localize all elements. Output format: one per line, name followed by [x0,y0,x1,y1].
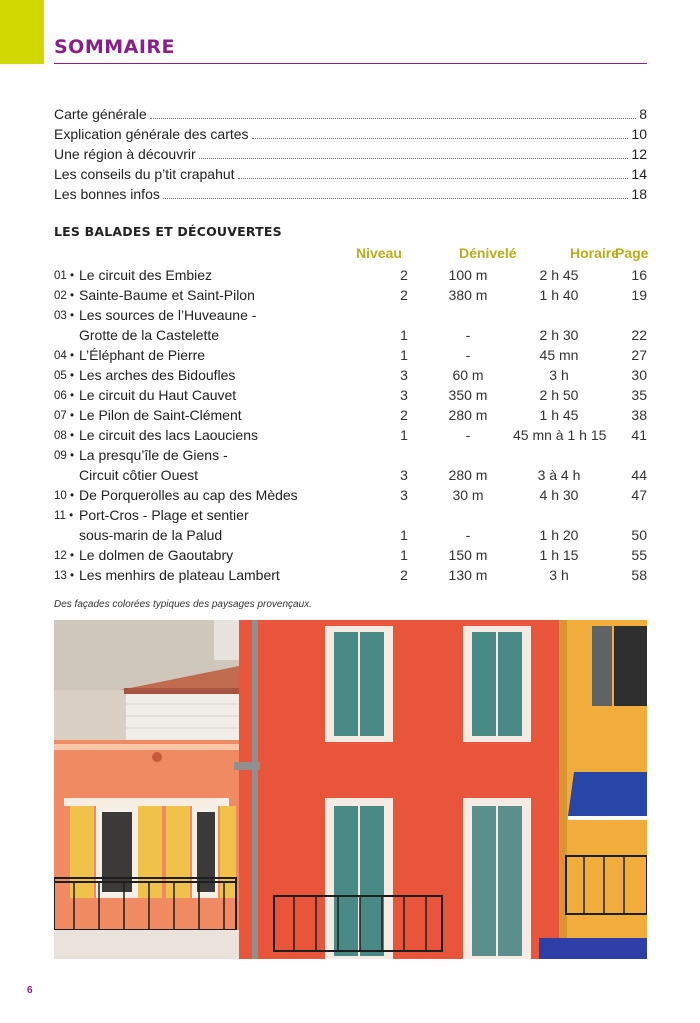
hike-niveau: 1 [400,327,408,343]
hike-page: 41 [631,427,647,443]
column-header-niveau: Niveau [356,245,402,261]
hike-number: 12 • [54,550,75,562]
hike-number: 08 • [54,430,75,442]
hike-denivele: 150 m [448,547,488,563]
hike-page: 44 [631,467,647,483]
hike-name: Le dolmen de Gaoutabry [79,547,234,563]
toc-leader [252,138,629,139]
toc-entry-page: 10 [631,126,647,142]
hike-row[interactable] [54,345,647,365]
hike-number: 01 • [54,270,75,282]
hike-horaire: 45 mn [539,347,579,363]
hike-name: Le circuit des lacs Laouciens [79,427,258,443]
hike-horaire: 3 h [549,567,569,583]
section-heading: LES BALADES ET DÉCOUVERTES [54,224,282,239]
hike-denivele: 100 m [448,267,488,283]
hike-row[interactable] [54,265,647,285]
hike-row[interactable] [54,285,647,305]
hike-niveau: 2 [400,567,408,583]
hike-denivele: 280 m [448,467,488,483]
hike-name: Le Pilon de Saint-Clément [79,407,242,423]
hike-name: Le circuit des Embiez [79,267,213,283]
hike-number: 02 • [54,290,75,302]
toc-entry-label: Explication générale des cartes [54,126,249,142]
hikes-table-header [54,245,647,265]
hike-denivele: 350 m [448,387,488,403]
hike-name: Port-Cros - Plage et sentier [79,507,249,523]
column-header-denivele: Dénivelé [459,245,517,261]
hike-number: 06 • [54,390,75,402]
hike-denivele: - [465,327,471,343]
hike-row[interactable] [54,425,647,445]
hike-row[interactable] [54,365,647,385]
hike-horaire: 3 h [549,367,569,383]
hike-row[interactable] [54,405,647,425]
hike-page: 47 [631,487,647,503]
toc-entry[interactable] [54,144,647,164]
hikes-table [54,245,647,585]
hike-niveau: 3 [400,367,408,383]
hike-name: Les menhirs de plateau Lambert [79,567,280,583]
hike-denivele: - [465,427,471,443]
hike-page: 58 [631,567,647,583]
hike-page: 16 [631,267,647,283]
toc-entry-label: Une région à découvrir [54,146,196,162]
hike-niveau: 2 [400,287,408,303]
accent-block [0,0,44,64]
hike-name: Les sources de l’Huveaune - [79,307,257,323]
hike-row[interactable] [54,445,647,485]
hike-horaire: 1 h 15 [539,547,579,563]
toc-entry-label: Les bonnes infos [54,186,160,202]
hike-denivele: - [465,347,471,363]
hike-name: Sainte-Baume et Saint-Pilon [79,287,255,303]
toc-entry-page: 14 [631,166,647,182]
hike-row[interactable] [54,505,647,545]
toc-leader [238,178,629,179]
hike-horaire: 4 h 30 [539,487,579,503]
hike-denivele: 280 m [448,407,488,423]
toc-entry[interactable] [54,104,647,124]
toc-entry[interactable] [54,164,647,184]
page-title: SOMMAIRE [54,36,176,58]
hike-niveau: 3 [400,387,408,403]
column-header-page: Page [615,245,649,261]
hike-number: 11 • [54,510,74,522]
hike-number: 10 • [54,490,75,502]
hike-horaire: 1 h 20 [539,527,579,543]
toc-entry-label: Carte générale [54,106,147,122]
toc-entry-page: 12 [631,146,647,162]
hike-name: Les arches des Bidoufles [79,367,236,383]
hike-row[interactable] [54,305,647,345]
hike-niveau: 1 [400,427,408,443]
hike-denivele: 380 m [448,287,488,303]
hike-horaire: 1 h 45 [539,407,579,423]
provencal-facades-photo [54,620,647,959]
hike-name: La presqu’île de Giens - [79,447,228,463]
toc-entry-label: Les conseils du p’tit crapahut [54,166,235,182]
hike-name-continued: sous-marin de la Palud [79,527,223,543]
toc-leader [150,118,637,119]
hike-horaire: 3 à 4 h [537,467,581,483]
hike-niveau: 2 [400,267,408,283]
hike-niveau: 2 [400,407,408,423]
hike-denivele: 130 m [448,567,488,583]
toc-entry-page: 8 [639,106,647,122]
hike-niveau: 1 [400,547,408,563]
hike-page: 22 [631,327,647,343]
hike-number: 05 • [54,370,75,382]
hike-denivele: - [465,527,471,543]
hike-page: 27 [631,347,647,363]
hike-name: De Porquerolles au cap des Mèdes [79,487,298,503]
hike-row[interactable] [54,485,647,505]
hike-row[interactable] [54,565,647,585]
hike-horaire: 2 h 30 [539,327,579,343]
hike-page: 19 [631,287,647,303]
hike-name-continued: Grotte de la Castelette [79,327,220,343]
hike-denivele: 60 m [452,367,484,383]
hike-page: 35 [631,387,647,403]
page-number: 6 [27,985,33,996]
hike-number: 07 • [54,410,75,422]
title-divider [54,63,647,64]
hike-page: 30 [631,367,647,383]
toc-leader [163,198,629,199]
hike-name: Le circuit du Haut Cauvet [79,387,237,403]
hike-page: 38 [631,407,647,423]
hike-number: 09 • [54,450,75,462]
hike-horaire: 1 h 40 [539,287,579,303]
toc-entry-page: 18 [631,186,647,202]
photo-caption: Des façades colorées typiques des paysages provençaux. [54,599,312,610]
hike-horaire: 2 h 45 [539,267,579,283]
hike-denivele: 30 m [452,487,484,503]
hike-niveau: 1 [400,527,408,543]
column-header-horaire: Horaire [570,245,620,261]
toc-entry[interactable] [54,124,647,144]
hike-row[interactable] [54,545,647,565]
toc-entry[interactable] [54,184,647,204]
hike-name-continued: Circuit côtier Ouest [79,467,199,483]
hike-number: 13 • [54,570,75,582]
hike-niveau: 3 [400,467,408,483]
hike-niveau: 1 [400,347,408,363]
hike-page: 55 [631,547,647,563]
hike-name: L’Éléphant de Pierre [79,347,206,363]
hike-row[interactable] [54,385,647,405]
hike-niveau: 3 [400,487,408,503]
hike-horaire: 2 h 50 [539,387,579,403]
hike-number: 04 • [54,350,75,362]
hike-number: 03 • [54,310,75,322]
hike-page: 50 [631,527,647,543]
hike-horaire: 45 mn à 1 h 15 [513,427,607,443]
toc-leader [199,158,629,159]
table-of-contents [54,104,647,204]
